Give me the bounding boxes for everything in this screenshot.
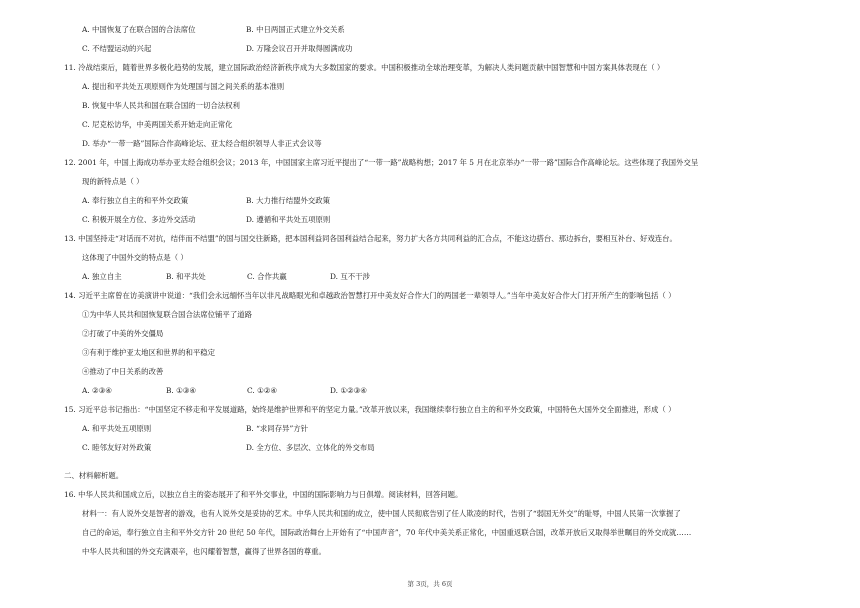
q14-item-4: ④推动了中日关系的改善 bbox=[82, 367, 164, 376]
q14-item-2: ②打破了中美的外交僵局 bbox=[82, 329, 164, 338]
q15-option-a: A. 和平共处五项原则 bbox=[82, 424, 152, 433]
material-1-line-2: 自己的命运，奉行独立自主和平外交方针 20 世纪 50 年代，国际政治舞台上开始有了“中国声音”，70 年代中美关系正常化，中国重返联合国，改革开放后又取得举世瞩目的外交成就…… bbox=[82, 528, 692, 537]
q12-option-a: A. 奉行独立自主的和平外交政策 bbox=[82, 196, 189, 205]
q13-option-a: A. 独立自主 bbox=[82, 272, 122, 281]
option-a: A. 中国恢复了在联合国的合法席位 bbox=[82, 25, 196, 34]
q14-option-a: A. ②③④ bbox=[82, 386, 112, 395]
q11-option-b: B. 恢复中华人民共和国在联合国的一切合法权利 bbox=[82, 101, 240, 110]
q13-option-d: D. 互不干涉 bbox=[330, 272, 370, 281]
q12-option-c: C. 积极开展全方位、多边外交活动 bbox=[82, 215, 196, 224]
q12-option-d: D. 遵循和平共处五项原则 bbox=[246, 215, 331, 224]
question-12-stem-cont: 现的新特点是（ ） bbox=[82, 177, 144, 186]
question-14-stem: 14. 习近平主席曾在访美演讲中说道：“我们会永远缅怀当年以非凡战略眼光和卓越政治智慧打开中美友好合作大门的两国老一辈领导人。”当年中美友好合作大门打开所产生的影响包括（ ） bbox=[64, 291, 676, 300]
q13-option-c: C. 合作共赢 bbox=[247, 272, 287, 281]
q11-option-a: A. 提出和平共处五项原则作为处理国与国之间关系的基本准则 bbox=[82, 82, 285, 91]
question-16-stem: 16. 中华人民共和国成立后，以独立自主的姿态展开了和平外交事业，中国的国际影响力与日俱增。阅读材料，回答问题。 bbox=[64, 490, 463, 499]
option-b: B. 中日两国正式建立外交关系 bbox=[246, 25, 345, 34]
question-13-stem-cont: 这体现了中国外交的特点是（ ） bbox=[82, 253, 188, 262]
page-number: 第 3页，共 6页 bbox=[407, 580, 453, 588]
q14-option-d: D. ①②③④ bbox=[330, 386, 367, 395]
option-c: C. 不结盟运动的兴起 bbox=[82, 44, 152, 53]
question-13-stem: 13. 中国坚持走“对话而不对抗，结伴而不结盟”的国与国交往新路，把本国利益同各国利益结合起来，努力扩大各方共同利益的汇合点，不能这边搭台、那边拆台，要相互补台、好戏连台。 bbox=[64, 234, 677, 243]
q15-option-c: C. 睦邻友好对外政策 bbox=[82, 443, 152, 452]
question-11-stem: 11. 冷战结束后，随着世界多极化趋势的发展，建立国际政治经济新秩序成为大多数国家的要求。中国积极推动全球治理变革，为解决人类问题贡献中国智慧和中国方案具体表现在（ ） bbox=[64, 63, 665, 72]
q15-option-d: D. 全方位、多层次、立体化的外交布局 bbox=[246, 443, 375, 452]
question-15-stem: 15. 习近平总书记指出：“中国坚定不移走和平发展道路，始终是维护世界和平的坚定力量。”改革开放以来，我国继续奉行独立自主的和平外交政策，中国特色大国外交全面推进，形成（ ） bbox=[64, 405, 676, 414]
q14-option-b: B. ①③④ bbox=[166, 386, 197, 395]
option-d: D. 万隆会议召开并取得圆满成功 bbox=[246, 44, 353, 53]
material-1-line-1: 材料一：有人说外交是智者的游戏，也有人说外交是妥协的艺术。中华人民共和国的成立，使中国人民彻底告别了任人欺凌的时代，告别了“弱国无外交”的耻辱，中国人民第一次掌握了 bbox=[82, 509, 681, 518]
section-heading: 二、材料解析题。 bbox=[64, 471, 124, 480]
q14-item-3: ③有利于维护亚太地区和世界的和平稳定 bbox=[82, 348, 216, 357]
q13-option-b: B. 和平共处 bbox=[166, 272, 206, 281]
q14-option-c: C. ①②④ bbox=[247, 386, 277, 395]
q11-option-c: C. 尼克松访华，中美两国关系开始走向正常化 bbox=[82, 120, 233, 129]
q11-option-d: D. 举办“一带一路”国际合作高峰论坛、亚太经合组织领导人非正式会议等 bbox=[82, 139, 322, 148]
q14-item-1: ①为中华人民共和国恢复联合国合法席位铺平了道路 bbox=[82, 310, 252, 319]
q15-option-b: B. “求同存异”方针 bbox=[246, 424, 309, 433]
q12-option-b: B. 大力推行结盟外交政策 bbox=[246, 196, 331, 205]
material-1-line-3: 中华人民共和国的外交充满艰辛，也闪耀着智慧，赢得了世界各国的尊重。 bbox=[82, 547, 326, 556]
question-12-stem: 12. 2001 年，中国上海成功举办亚太经合组织会议；2013 年，中国国家主席习近平提出了“一带一路”战略构想；2017 年 5 月在北京举办“一带一路”国际合作高峰论坛。这些体现了我国外交呈 bbox=[64, 158, 699, 167]
